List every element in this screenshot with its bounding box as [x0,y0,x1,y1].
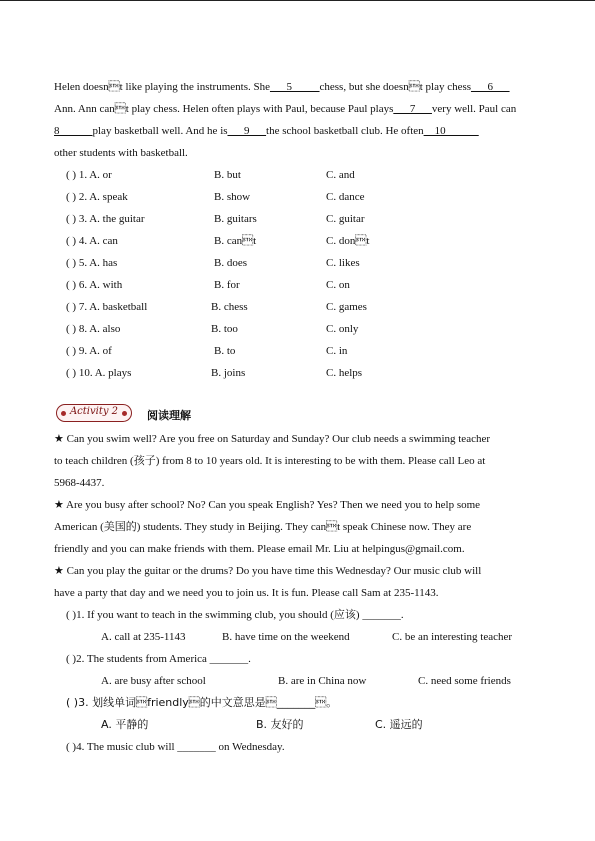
blank-9: ___9___ [227,125,267,137]
q6-option-c: C. on [326,279,350,291]
passage-line-4: other students with basketball. [54,147,188,159]
q9-stem: ( ) 9. A. of [66,345,112,357]
q10-option-c: C. helps [326,367,363,379]
rq2-option-c: C. need some friends [418,675,511,687]
q8-stem: ( ) 8. A. also [66,323,121,335]
rq2-option-b: B. are in China now [278,675,367,687]
q8-option-c: C. only [326,323,359,335]
blank-7: ___7___ [393,103,432,115]
q10-option-b: B. joins [211,367,246,379]
q1-stem: ( ) 1. A. or [66,169,112,181]
rq2-option-a: A. are busy after school [101,675,206,687]
q4-option-b: B. cant [214,235,257,247]
q5-option-b: B. does [214,257,247,269]
text: chess, but she doesnt play chess [319,81,472,93]
passage-line-1 [54,80,510,94]
rq1-stem: ( )1. If you want to teach in the swimming club, you should (应该) _______. [66,609,404,621]
q7-stem: ( ) 7. A. basketball [66,301,148,313]
q6-option-b: B. for [214,279,240,291]
q2-stem: ( ) 2. A. speak [66,191,128,203]
blank-5: ___5_____ [270,81,320,93]
ad-line: ★ Can you swim well? Are you free on Saturday and Sunday? Our club needs a swimming teacher [54,433,490,445]
ad-line: have a party that day and we need you to join us. It is fun. Please call Sam at 235-1143. [54,587,439,599]
q6-stem: ( ) 6. A. with [66,279,123,291]
blank-10: __10______ [423,125,479,137]
blank-8: 8______ [54,125,93,137]
q3-stem: ( ) 3. A. the guitar [66,213,145,225]
text: Ann. Ann cant play chess. Helen often plays with Paul, because Paul plays [54,103,394,115]
passage-line-3 [54,124,479,138]
q5-stem: ( ) 5. A. has [66,257,118,269]
q9-option-b: B. to [214,345,236,357]
q4-option-c: C. dont [326,235,370,247]
text: Helen doesnt like playing the instruments. She [54,81,270,93]
q2-option-b: B. show [214,191,251,203]
ad-line: American (美国的) students. They study in Beijing. They cant speak Chinese now. They are [54,521,472,533]
ad-line: ★ Can you play the guitar or the drums? Do you have time this Wednesday? Our music club will [54,565,482,577]
q7-option-b: B. chess [211,301,248,313]
page-top-border [0,0,595,1]
rq3-option-a: A. 平静的 [101,718,149,731]
blank-6: ___6___ [471,81,510,93]
q8-option-b: B. too [211,323,238,335]
activity-badge [56,404,132,422]
rq1-option-c: C. be an interesting teacher [392,631,513,643]
text: very well. Paul can [431,103,517,115]
q9-option-c: C. in [326,345,348,357]
q1-option-c: C. and [326,169,355,181]
rq3-option-b: B. 友好的 [256,718,304,731]
ad-line: to teach children (孩子) from 8 to 10 years old. It is interesting to be with them. Please call Leo at [54,455,486,467]
rq4-stem: ( )4. The music club will _______ on Wednesday. [66,741,285,753]
text: play basketball well. And he is [92,125,228,137]
q10-stem: ( ) 10. A. plays [66,367,132,379]
q3-option-c: C. guitar [326,213,365,225]
text: the school basketball club. He often [266,125,424,137]
q3-option-b: B. guitars [214,213,257,225]
rq2-stem: ( )2. The students from America _______. [66,653,251,665]
q5-option-c: C. likes [326,257,360,269]
badge-dot-right-icon [122,411,127,416]
passage-line-2 [54,102,516,116]
rq3-stem: ( )3. 划线单词friendly的中文意思是_______。 [66,696,338,709]
q7-option-c: C. games [326,301,367,313]
section-title: 阅读理解 [147,409,191,422]
ad-line: 5968-4437. [54,477,105,489]
rq1-option-b: B. have time on the weekend [222,631,350,643]
activity-badge-label: Activity 2 [69,406,119,417]
rq1-option-a: A. call at 235-1143 [101,631,186,643]
ad-line: friendly and you can make friends with them. Please email Mr. Liu at helpingus@gmail.com. [54,543,465,555]
ad-line: ★ Are you busy after school? No? Can you speak English? Yes? Then we need you to help some [54,499,481,511]
q4-stem: ( ) 4. A. can [66,235,118,247]
q2-option-c: C. dance [326,191,365,203]
rq3-option-c: C. 遥远的 [375,718,423,731]
q1-option-b: B. but [214,169,241,181]
